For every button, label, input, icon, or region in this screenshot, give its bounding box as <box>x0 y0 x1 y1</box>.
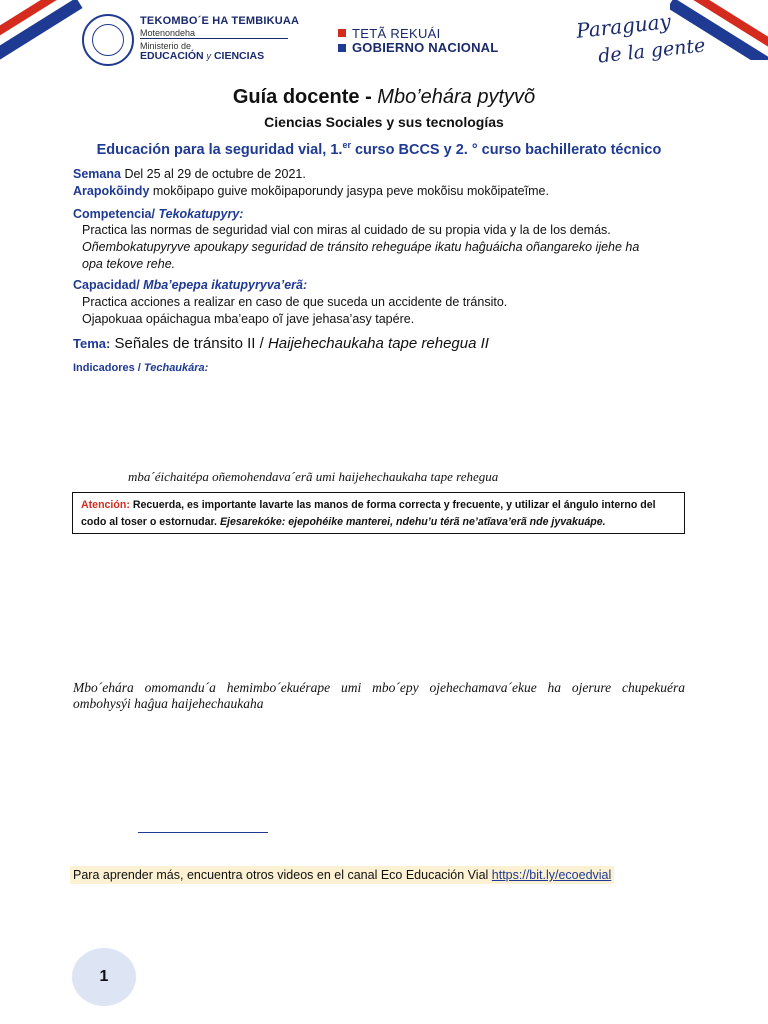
competence-text-guarani-2: opa tekove rehe. <box>82 257 176 271</box>
ministry-label: Ministerio de <box>140 41 192 51</box>
government-name-spanish: GOBIERNO NACIONAL <box>352 40 499 55</box>
capacity-heading: Capacidad/ Mba’epepa ikatupyryva’erã: <box>73 278 308 292</box>
underline-rule <box>138 832 268 833</box>
attention-label: Atención: <box>81 499 130 511</box>
capacity-text-guarani: Ojapokuaa opáichagua mba’eapo oĩ jave jehasa’asy tapére. <box>82 312 415 326</box>
flag-ribbon-left <box>0 0 90 60</box>
brand-logo-line2: de la gente <box>597 34 707 68</box>
page-title: Guía docente - Mbo’ehára pytyvõ <box>232 86 536 108</box>
topic-line: Tema: Señales de tránsito II / Haijehechaukaha tape rehegua II <box>73 335 489 352</box>
brand-logo-line1: Paraguay <box>575 9 672 43</box>
ministry-subtitle: Motenondeha <box>140 28 196 38</box>
competence-text-guarani-1: Oñembokatupyryve apoukapy seguridad de tránsito reheguápe ikatu haĝuáicha oñangareko ijehe ha <box>82 240 640 254</box>
red-square-icon <box>338 29 346 37</box>
competence-text: Practica las normas de seguridad vial con miras al cuidado de su propia vida y la de los demás. <box>82 223 611 237</box>
course-heading: Educación para la seguridad vial, 1.$^{er}$ curso BCCS y 2. ° curso bachillerato técnico <box>96 140 662 158</box>
government-name-guarani: TETÃ REKUÁI <box>352 26 441 41</box>
capacity-text: Practica acciones a realizar en caso de que suceda un accidente de tránsito. <box>82 295 508 309</box>
indicator-text: mba´éichaitépa oñemohendava´erã umi haijehechaukaha tape rehegua <box>128 469 499 484</box>
page-subtitle: Ciencias Sociales y sus tecnologías <box>264 114 504 130</box>
attention-box <box>72 492 685 534</box>
page-number-badge: 1 <box>72 948 136 1006</box>
indicators-heading: Indicadores / Techaukára: <box>73 362 209 374</box>
ministry-name-spanish: EDUCACIÓN y CIENCIAS <box>140 50 265 62</box>
week-line: Semana Del 25 al 29 de octubre de 2021. <box>73 167 306 181</box>
ecoedvial-link[interactable]: https://bit.ly/ecoedvial <box>491 868 612 882</box>
teacher-instruction: Mbo´ehára omomandu´a hemimbo´ekuérape umi mbo´epy ojehechamava´ekue ha ojerure chupekuéra ombohysýi haĝua haijehechaukaha <box>73 680 685 711</box>
attention-text-guarani: Ejesarekóke: ejepohéike manterei, ndehu’u térã ne’atĩava’erã nde jyvakuápe. <box>219 516 606 528</box>
blue-square-icon <box>338 44 346 52</box>
learn-more-note: Para aprender más, encuentra otros videos en el canal Eco Educación Vial https://bit.ly/ecoedvial <box>70 866 614 884</box>
ministry-seal-icon <box>82 14 134 66</box>
attention-text: Recuerda, es importante lavarte las manos de forma correcta y frecuente, y utilizar el ángulo interno del codo al toser o estornudar. <box>81 499 656 528</box>
week-line-guarani: Arapokõindy mokõipapo guive mokõipaporundy jasypa peve mokõisu mokõipateĩme. <box>73 184 549 198</box>
ministry-name-guarani: TEKOMBO´E HA TEMBIKUAA <box>140 15 300 27</box>
competence-heading: Competencia/ Tekokatupyry: <box>73 207 244 221</box>
ministry-divider <box>140 38 288 39</box>
